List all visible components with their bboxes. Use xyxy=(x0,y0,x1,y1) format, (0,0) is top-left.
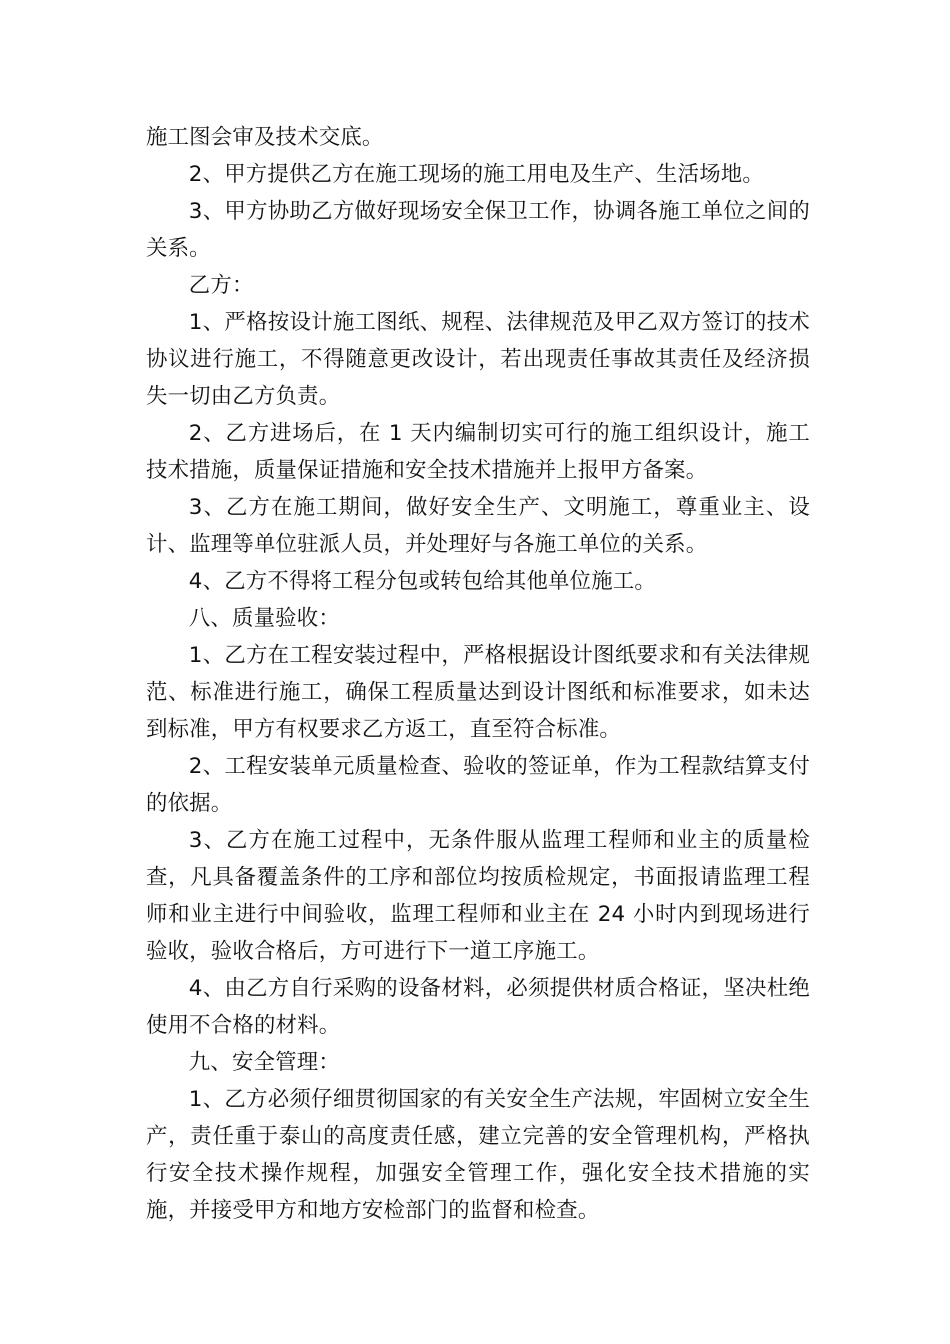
paragraph-party-b-item-3: 3、乙方在施工期间，做好安全生产、文明施工，尊重业主、设计、监理等单位驻派人员，并处理好与各施工单位的关系。 xyxy=(146,495,810,557)
heading-safety-management: 九、安全管理： xyxy=(188,1050,340,1075)
paragraph-quality-item-3: 3、乙方在施工过程中，无条件服从监理工程师和业主的质量检查，凡具备覆盖条件的工序和部位均按质检规定，书面报请监理工程师和业主进行中间验收，监理工程师和业主在 24 小时内到现场进行验收，验收合格后，方可进行下一道工序施工。 xyxy=(146,828,810,964)
paragraph-quality-item-1: 1、乙方在工程安装过程中，严格根据设计图纸要求和有关法律规范、标准进行施工，确保工程质量达到设计图纸和标准要求，如未达到标准，甲方有权要求乙方返工，直至符合标准。 xyxy=(146,643,810,742)
paragraph-party-a-item-2: 2、甲方提供乙方在施工现场的施工用电及生产、生活场地。 xyxy=(188,162,764,187)
paragraph-party-a-item-3: 3、甲方协助乙方做好现场安全保卫工作，协调各施工单位之间的关系。 xyxy=(146,199,810,261)
paragraph-party-b-item-1: 1、严格按设计施工图纸、规程、法律规范及甲乙双方签订的技术协议进行施工，不得随意更改设计，若出现责任事故其责任及经济损失一切由乙方负责。 xyxy=(146,310,810,409)
paragraph-party-b-item-2: 2、乙方进场后，在 1 天内编制切实可行的施工组织设计，施工技术措施，质量保证措施和安全技术措施并上报甲方备案。 xyxy=(146,421,810,483)
paragraph-quality-item-4: 4、由乙方自行采购的设备材料，必须提供材质合格证，坚决杜绝使用不合格的材料。 xyxy=(146,976,810,1038)
heading-quality-acceptance: 八、质量验收： xyxy=(188,606,340,631)
paragraph-safety-item-1: 1、乙方必须仔细贯彻国家的有关安全生产法规，牢固树立安全生产，责任重于泰山的高度责任感，建立完善的安全管理机构，严格执行安全技术操作规程，加强安全管理工作，强化安全技术措施的实施，并接受甲方和地方安检部门的监督和检查。 xyxy=(146,1087,810,1223)
paragraph-party-b-item-4: 4、乙方不得将工程分包或转包给其他单位施工。 xyxy=(188,569,657,594)
heading-party-b: 乙方： xyxy=(188,273,254,298)
paragraph-continuation: 施工图会审及技术交底。 xyxy=(146,125,384,150)
document-body xyxy=(146,119,810,1229)
paragraph-quality-item-2: 2、工程安装单元质量检查、验收的签证单，作为工程款结算支付的依据。 xyxy=(146,754,810,816)
